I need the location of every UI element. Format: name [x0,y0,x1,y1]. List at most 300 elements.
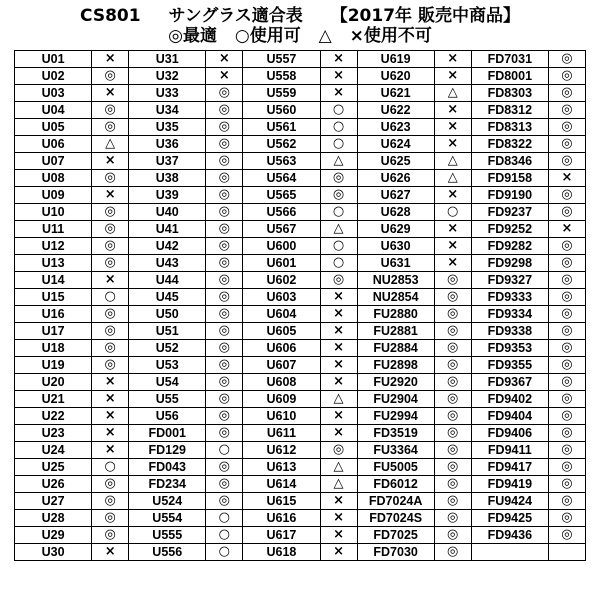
compatibility-mark-cell: ◎ [92,68,129,85]
model-code-cell: FD234 [129,476,206,493]
compatibility-mark-cell: ◎ [434,493,471,510]
model-code-cell: U43 [129,255,206,272]
compatibility-mark-cell: ◎ [434,510,471,527]
model-code-cell: U55 [129,391,206,408]
compatibility-mark-cell: ○ [320,238,357,255]
compatibility-mark-cell: ◎ [92,357,129,374]
compatibility-mark-cell: △ [434,170,471,187]
model-code-cell: U01 [15,51,92,68]
model-code-cell: U556 [129,544,206,561]
model-code-cell: FD9402 [471,391,548,408]
model-code-cell: FD9334 [471,306,548,323]
model-code-cell: FD9298 [471,255,548,272]
model-code-cell: U15 [15,289,92,306]
compatibility-mark-cell: ◎ [548,272,585,289]
model-code-cell: U563 [243,153,320,170]
model-code-cell: U627 [357,187,434,204]
model-code-cell: U615 [243,493,320,510]
model-code-cell: FD8346 [471,153,548,170]
compatibility-mark-cell: × [320,544,357,561]
compatibility-mark-cell: ◎ [206,306,243,323]
compatibility-mark-cell: ◎ [434,442,471,459]
model-code-cell: U620 [357,68,434,85]
model-code-cell: FD001 [129,425,206,442]
model-code-cell: U608 [243,374,320,391]
compatibility-mark-cell: ○ [320,136,357,153]
model-code-cell: U621 [357,85,434,102]
model-code-cell: U561 [243,119,320,136]
model-code-cell: FD9338 [471,323,548,340]
table-row [15,476,586,493]
model-code-cell: FD7030 [357,544,434,561]
compatibility-mark-cell: ◎ [206,85,243,102]
model-code-cell: FD9411 [471,442,548,459]
compatibility-mark-cell: × [92,272,129,289]
model-code-cell: U29 [15,527,92,544]
model-code-cell: U605 [243,323,320,340]
compatibility-mark-cell: × [548,170,585,187]
compatibility-mark-cell: ◎ [548,391,585,408]
compatibility-mark-cell: ◎ [548,85,585,102]
compatibility-mark-cell: ◎ [92,102,129,119]
model-code-cell: U609 [243,391,320,408]
model-code-cell: NU2854 [357,289,434,306]
model-code-cell: FD8322 [471,136,548,153]
model-code-cell: U610 [243,408,320,425]
compatibility-mark-cell: × [434,68,471,85]
compatibility-mark-cell: ◎ [548,289,585,306]
model-code-cell: U04 [15,102,92,119]
table-row [15,102,586,119]
compatibility-mark-cell: ◎ [206,187,243,204]
model-code-cell: U524 [129,493,206,510]
model-code-cell: FD9282 [471,238,548,255]
compatibility-mark-cell: ◎ [548,357,585,374]
legend-usable: ○使用可 [234,26,301,46]
model-code-cell: FU2994 [357,408,434,425]
model-code-cell: FD9419 [471,476,548,493]
compatibility-mark-cell: ◎ [92,340,129,357]
model-code-cell: FD9425 [471,510,548,527]
compatibility-mark-cell: △ [434,153,471,170]
compatibility-mark-cell: ◎ [206,374,243,391]
compatibility-mark-cell: ◎ [548,153,585,170]
compatibility-mark-cell: × [320,51,357,68]
compatibility-mark-cell: × [206,51,243,68]
compatibility-mark-cell: △ [320,459,357,476]
compatibility-mark-cell: × [92,153,129,170]
model-code-cell: FD129 [129,442,206,459]
model-code-cell: U626 [357,170,434,187]
compatibility-mark-cell: △ [434,85,471,102]
model-code-cell: FU9424 [471,493,548,510]
compatibility-mark-cell: ◎ [206,136,243,153]
model-number: CS801 [80,6,141,26]
model-code-cell: FD8313 [471,119,548,136]
table-row [15,459,586,476]
model-code-cell: U619 [357,51,434,68]
compatibility-mark-cell: × [92,374,129,391]
compatibility-mark-cell [548,544,585,561]
compatibility-mark-cell: ◎ [320,272,357,289]
model-code-cell: FU2884 [357,340,434,357]
compatibility-mark-cell: × [548,221,585,238]
model-code-cell: U566 [243,204,320,221]
model-code-cell: U30 [15,544,92,561]
compatibility-mark-cell: ◎ [92,204,129,221]
compatibility-mark-cell: ◎ [434,527,471,544]
compatibility-mark-cell: × [320,425,357,442]
compatibility-mark-cell: ◎ [92,255,129,272]
model-code-cell: U603 [243,289,320,306]
model-code-cell: FD9158 [471,170,548,187]
compatibility-mark-cell: × [92,391,129,408]
compatibility-mark-cell: ○ [206,544,243,561]
model-code-cell: U562 [243,136,320,153]
model-code-cell: FD8303 [471,85,548,102]
model-code-cell: U50 [129,306,206,323]
model-code-cell: U617 [243,527,320,544]
compatibility-mark-cell: ◎ [206,476,243,493]
model-code-cell: U13 [15,255,92,272]
compatibility-mark-cell: × [434,238,471,255]
model-code-cell: U614 [243,476,320,493]
model-code-cell: U39 [129,187,206,204]
title-line [0,6,600,26]
model-code-cell: FD7031 [471,51,548,68]
model-code-cell: U601 [243,255,320,272]
model-code-cell: U40 [129,204,206,221]
model-code-cell: U36 [129,136,206,153]
table-row [15,442,586,459]
table-row [15,306,586,323]
model-code-cell: NU2853 [357,272,434,289]
compatibility-mark-cell: △ [92,136,129,153]
model-code-cell: U604 [243,306,320,323]
model-code-cell: U565 [243,187,320,204]
compatibility-mark-cell: ◎ [434,408,471,425]
compatibility-mark-cell: △ [320,221,357,238]
table-row [15,255,586,272]
compatibility-mark-cell: × [92,408,129,425]
model-code-cell: U51 [129,323,206,340]
compatibility-mark-cell: ◎ [434,306,471,323]
model-code-cell: U14 [15,272,92,289]
compatibility-mark-cell: ◎ [206,391,243,408]
model-code-cell: U03 [15,85,92,102]
table-row [15,391,586,408]
compatibility-mark-cell: ◎ [206,170,243,187]
compatibility-mark-cell: ○ [320,204,357,221]
compatibility-mark-cell: × [320,340,357,357]
model-code-cell: U25 [15,459,92,476]
compatibility-mark-cell: × [92,425,129,442]
model-code-cell: U32 [129,68,206,85]
model-code-cell: U26 [15,476,92,493]
model-code-cell: U08 [15,170,92,187]
compatibility-mark-cell: ◎ [92,238,129,255]
model-code-cell: FD6012 [357,476,434,493]
compatibility-mark-cell: △ [320,153,357,170]
compatibility-mark-cell: ◎ [548,238,585,255]
model-code-cell: FU2904 [357,391,434,408]
model-code-cell: U16 [15,306,92,323]
compatibility-mark-cell: ◎ [206,272,243,289]
compatibility-mark-cell: ◎ [434,544,471,561]
model-code-cell: U557 [243,51,320,68]
compatibility-mark-cell: ◎ [548,119,585,136]
model-code-cell: U09 [15,187,92,204]
compatibility-mark-cell: ◎ [92,323,129,340]
table-row [15,357,586,374]
compatibility-mark-cell: ◎ [548,459,585,476]
model-code-cell: FD9406 [471,425,548,442]
compatibility-mark-cell: ◎ [206,119,243,136]
model-code-cell: FU2920 [357,374,434,391]
compatibility-mark-cell: ◎ [92,221,129,238]
compatibility-mark-cell: × [320,357,357,374]
model-code-cell: U567 [243,221,320,238]
compatibility-mark-cell: ◎ [434,272,471,289]
compatibility-mark-cell: × [434,221,471,238]
compatibility-mark-cell: ◎ [548,374,585,391]
compatibility-mark-cell: ◎ [92,527,129,544]
compatibility-mark-cell: × [206,68,243,85]
compatibility-mark-cell: ◎ [206,153,243,170]
compatibility-mark-cell: ◎ [548,51,585,68]
model-code-cell: FU2898 [357,357,434,374]
model-code-cell: U630 [357,238,434,255]
table-row [15,238,586,255]
compatibility-mark-cell: ◎ [548,527,585,544]
table-row [15,272,586,289]
model-code-cell: U611 [243,425,320,442]
compatibility-mark-cell: × [320,374,357,391]
model-code-cell: U600 [243,238,320,255]
table-row [15,493,586,510]
compatibility-mark-cell: ◎ [434,357,471,374]
model-code-cell: U19 [15,357,92,374]
model-code-cell [471,544,548,561]
model-code-cell: FD9367 [471,374,548,391]
legend-partial: △ [318,26,332,46]
compatibility-mark-cell: × [320,85,357,102]
model-code-cell: FU5005 [357,459,434,476]
model-code-cell: U38 [129,170,206,187]
model-code-cell: FD9252 [471,221,548,238]
compatibility-mark-cell: ◎ [548,340,585,357]
model-code-cell: U12 [15,238,92,255]
compatibility-mark-cell: × [320,323,357,340]
table-row [15,51,586,68]
compatibility-mark-cell: ◎ [548,442,585,459]
compatibility-mark-cell: ◎ [206,459,243,476]
model-code-cell: U18 [15,340,92,357]
model-code-cell: FD9417 [471,459,548,476]
table-title: サングラス適合表 [168,6,303,26]
compatibility-mark-cell: ○ [320,102,357,119]
compatibility-mark-cell: ◎ [92,476,129,493]
compatibility-mark-cell: × [320,289,357,306]
compatibility-mark-cell: ◎ [320,170,357,187]
model-code-cell: U20 [15,374,92,391]
model-code-cell: U42 [129,238,206,255]
model-code-cell: U45 [129,289,206,306]
model-code-cell: U622 [357,102,434,119]
legend-best: ◎最適 [168,26,217,46]
model-code-cell: U612 [243,442,320,459]
compatibility-mark-cell: ◎ [206,289,243,306]
model-code-cell: FD7024A [357,493,434,510]
table-row [15,68,586,85]
compatibility-mark-cell: ◎ [548,102,585,119]
model-code-cell: U28 [15,510,92,527]
compatibility-mark-cell: ◎ [206,425,243,442]
compatibility-mark-cell: ○ [320,119,357,136]
legend-unusable: ×使用不可 [349,26,432,46]
compatibility-mark-cell: △ [320,476,357,493]
model-code-cell: FD9327 [471,272,548,289]
table-row [15,204,586,221]
compatibility-mark-cell: ◎ [92,306,129,323]
model-code-cell: U618 [243,544,320,561]
compatibility-mark-cell: × [320,68,357,85]
model-code-cell: U607 [243,357,320,374]
compatibility-mark-cell: ◎ [434,374,471,391]
compatibility-mark-cell: ◎ [320,442,357,459]
compatibility-mark-cell: × [320,510,357,527]
compatibility-mark-cell: ○ [206,527,243,544]
compatibility-mark-cell: × [320,527,357,544]
compatibility-mark-cell: × [434,136,471,153]
model-code-cell: FD9353 [471,340,548,357]
model-code-cell: U07 [15,153,92,170]
compatibility-mark-cell: ○ [434,204,471,221]
model-code-cell: U616 [243,510,320,527]
model-code-cell: U44 [129,272,206,289]
model-code-cell: U629 [357,221,434,238]
model-code-cell: U23 [15,425,92,442]
compatibility-mark-cell: ◎ [92,170,129,187]
compatibility-mark-cell: ◎ [92,119,129,136]
table-row [15,323,586,340]
compatibility-mark-cell: ◎ [206,238,243,255]
compatibility-mark-cell: ◎ [206,408,243,425]
model-code-cell: FU3364 [357,442,434,459]
model-code-cell: U564 [243,170,320,187]
model-code-cell: U11 [15,221,92,238]
compatibility-mark-cell: × [92,85,129,102]
compatibility-mark-cell: ◎ [548,425,585,442]
product-note: 【2017年 販売中商品】 [330,6,520,26]
compatibility-mark-cell: × [92,187,129,204]
model-code-cell: FD8312 [471,102,548,119]
compatibility-mark-cell: ◎ [92,493,129,510]
model-code-cell: U602 [243,272,320,289]
compatibility-mark-cell: × [434,187,471,204]
compatibility-mark-cell: ◎ [206,102,243,119]
model-code-cell: U624 [357,136,434,153]
model-code-cell: U06 [15,136,92,153]
compatibility-mark-cell: × [92,51,129,68]
compatibility-mark-cell: ○ [206,442,243,459]
compatibility-mark-cell: ◎ [548,68,585,85]
compatibility-mark-cell: ◎ [548,255,585,272]
model-code-cell: FD9237 [471,204,548,221]
compatibility-mark-cell: × [92,544,129,561]
model-code-cell: U31 [129,51,206,68]
model-code-cell: U56 [129,408,206,425]
compatibility-mark-cell: ◎ [206,204,243,221]
model-code-cell: U17 [15,323,92,340]
compatibility-mark-cell: × [434,255,471,272]
model-code-cell: U21 [15,391,92,408]
model-code-cell: FD9355 [471,357,548,374]
compatibility-mark-cell: ◎ [548,510,585,527]
model-code-cell: U10 [15,204,92,221]
compatibility-mark-cell: ◎ [548,136,585,153]
compatibility-mark-cell: ◎ [548,323,585,340]
model-code-cell: FU2881 [357,323,434,340]
table-row [15,289,586,306]
model-code-cell: U559 [243,85,320,102]
compatibility-mark-cell: × [320,306,357,323]
compatibility-mark-cell: ◎ [434,289,471,306]
table-row [15,544,586,561]
compatibility-mark-cell: ◎ [548,187,585,204]
model-code-cell: U24 [15,442,92,459]
compatibility-mark-cell: ◎ [434,425,471,442]
model-code-cell: FU2880 [357,306,434,323]
model-code-cell: U27 [15,493,92,510]
model-code-cell: U41 [129,221,206,238]
compatibility-mark-cell: ◎ [206,357,243,374]
model-code-cell: U22 [15,408,92,425]
model-code-cell: U05 [15,119,92,136]
table-row [15,425,586,442]
table-row [15,85,586,102]
table-row [15,187,586,204]
model-code-cell: U558 [243,68,320,85]
compatibility-mark-cell: × [92,442,129,459]
compatibility-mark-cell: ◎ [548,476,585,493]
compatibility-mark-cell: ◎ [548,204,585,221]
header [0,0,600,46]
model-code-cell: U53 [129,357,206,374]
compatibility-mark-cell: × [320,408,357,425]
table-row [15,170,586,187]
model-code-cell: FD3519 [357,425,434,442]
model-code-cell: FD9404 [471,408,548,425]
table-body [15,51,586,561]
table-row [15,527,586,544]
model-code-cell: U54 [129,374,206,391]
compatibility-mark-cell: ◎ [320,187,357,204]
model-code-cell: FD7025 [357,527,434,544]
compatibility-mark-cell: ○ [92,289,129,306]
compatibility-mark-cell: ◎ [434,391,471,408]
table-row [15,408,586,425]
model-code-cell: FD7024S [357,510,434,527]
model-code-cell: FD9436 [471,527,548,544]
table-row [15,374,586,391]
model-code-cell: U625 [357,153,434,170]
compatibility-mark-cell: ◎ [548,493,585,510]
compatibility-mark-cell: × [320,493,357,510]
compatibility-mark-cell: ○ [320,255,357,272]
model-code-cell: U33 [129,85,206,102]
model-code-cell: U37 [129,153,206,170]
